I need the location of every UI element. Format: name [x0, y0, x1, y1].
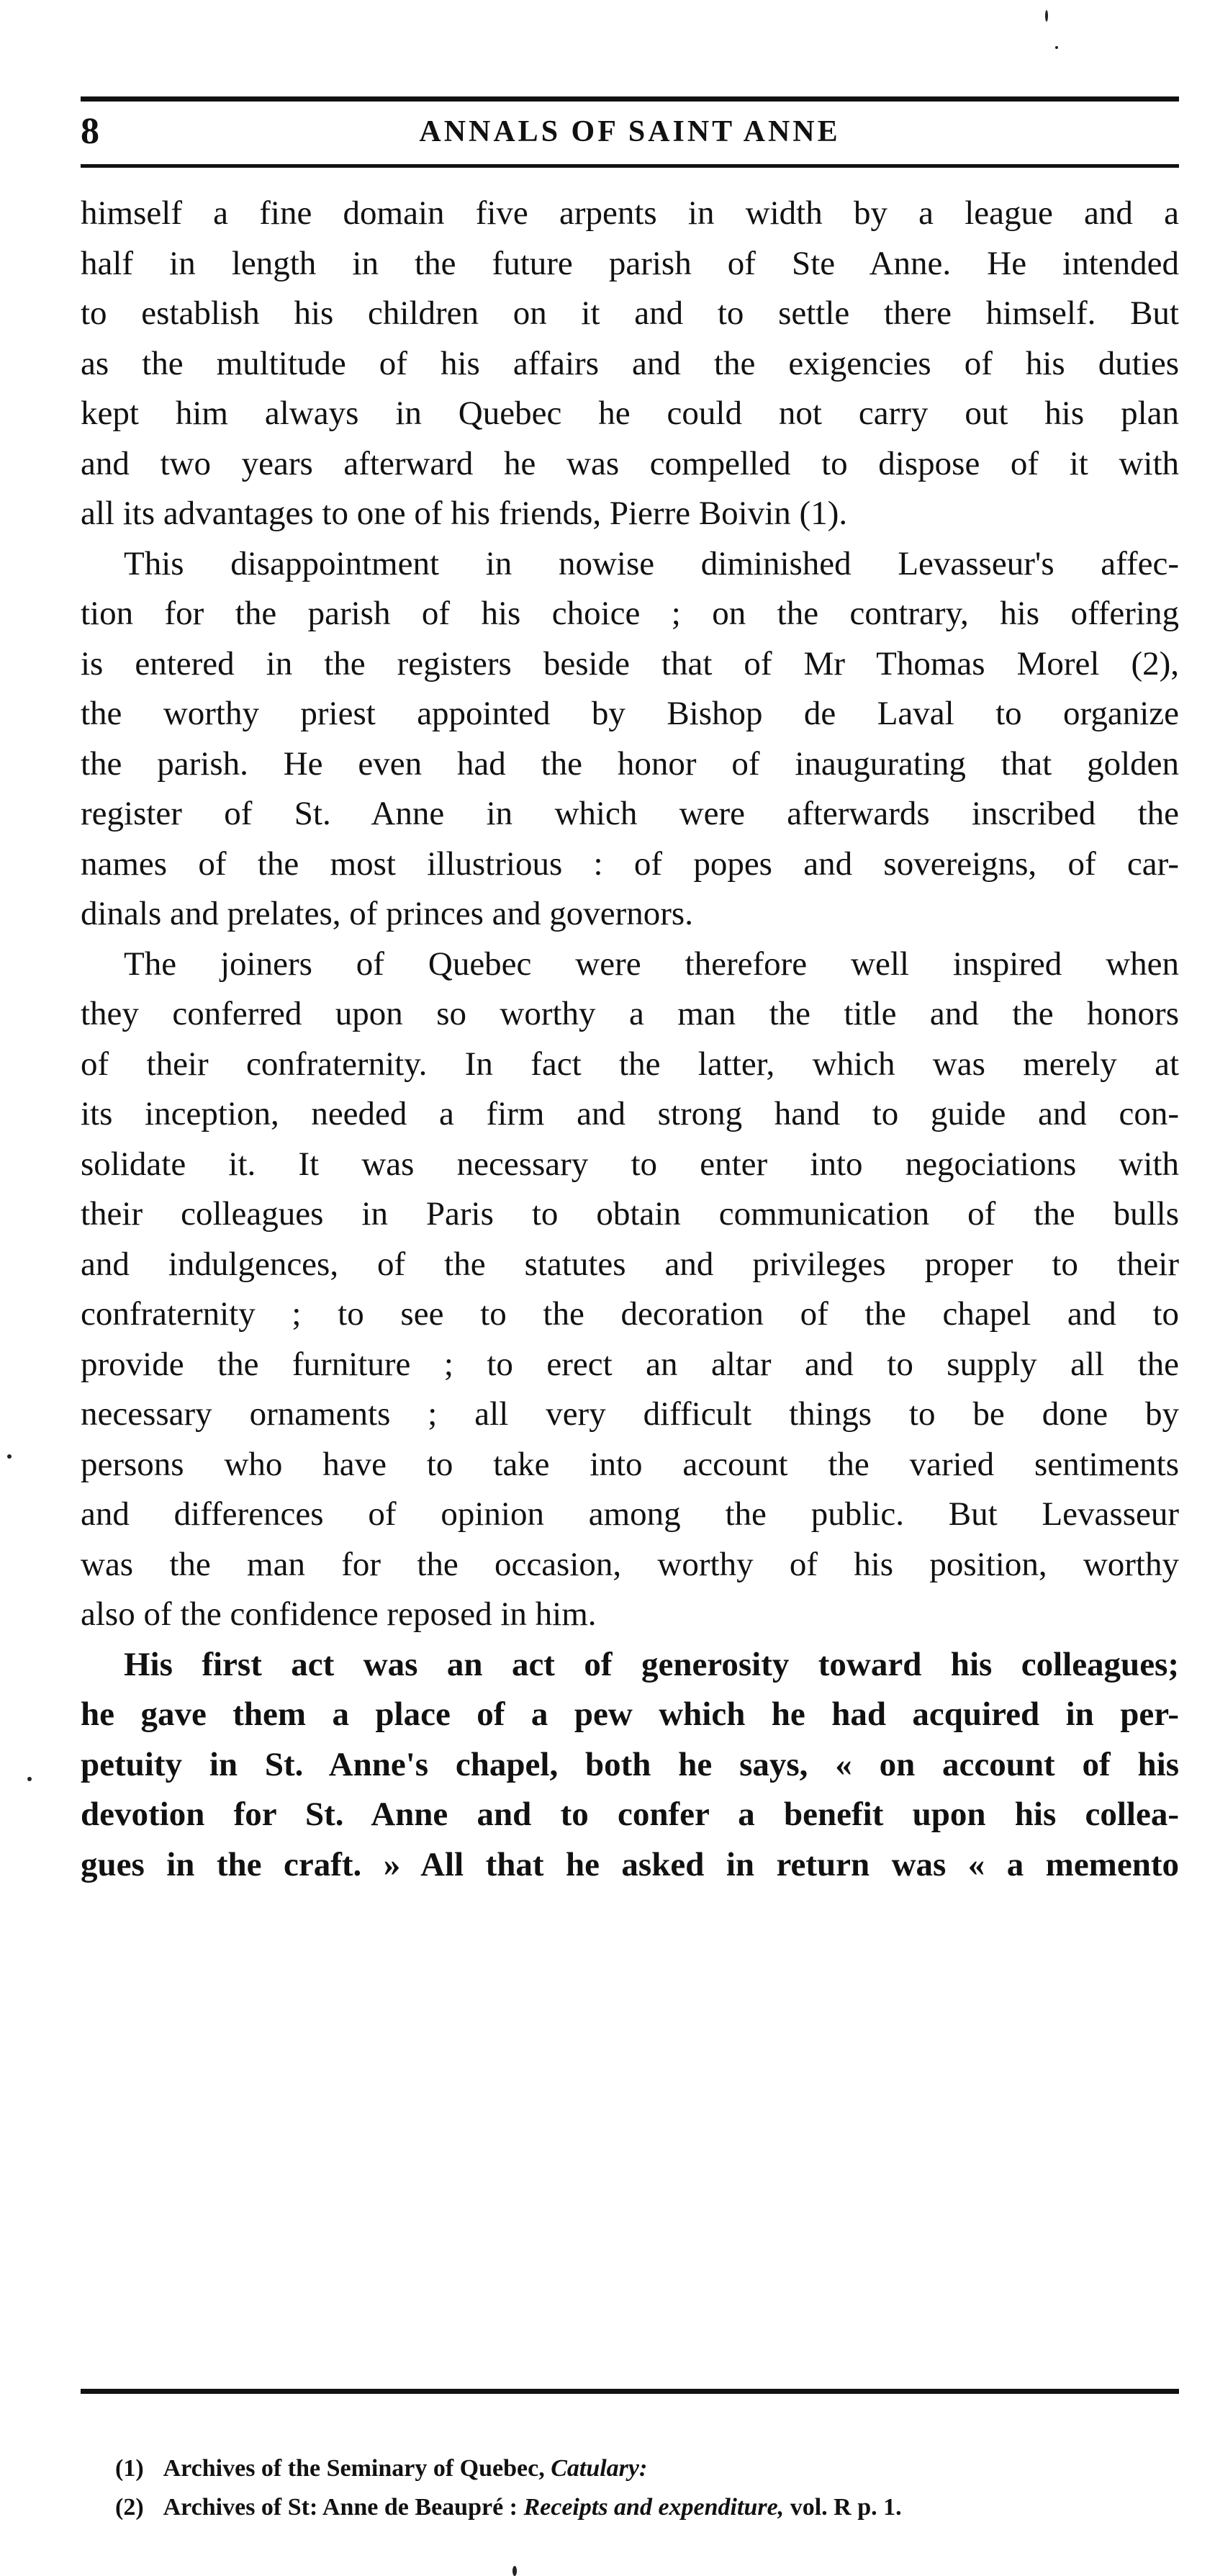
page-number: 8: [81, 111, 99, 152]
text-line: petuity in St. Anne's chapel, both he says, « on account of his: [81, 1745, 1179, 1783]
text-line: and differences of opinion among the public. But Levasseur: [81, 1495, 1179, 1533]
paragraph-start-line: This disappointment in nowise diminished Levasseur's affec-: [124, 544, 1179, 582]
header-rule-bottom: [81, 164, 1179, 168]
paragraph-start-line: His first act was an act of generosity toward his colleagues;: [124, 1645, 1179, 1683]
footnote-rule: [81, 2389, 1179, 2394]
text-line: all its advantages to one of his friends, Pierre Boivin (1).: [81, 495, 848, 532]
text-line: register of St. Anne in which were afterwards inscribed the: [81, 795, 1179, 832]
text-line: gues in the craft. » All that he asked in return was « a memento: [81, 1845, 1179, 1883]
text-line: also of the confidence reposed in him.: [81, 1595, 597, 1633]
scan-speck: [512, 2566, 517, 2576]
text-line: their colleagues in Paris to obtain communication of the bulls: [81, 1195, 1179, 1233]
header-rule-top: [81, 96, 1179, 102]
text-line: persons who have to take into account the varied sentiments: [81, 1445, 1179, 1483]
footnote-text: Archives of St: Anne de Beaupré :: [163, 2494, 518, 2521]
text-line: was the man for the occasion, worthy of his position, worthy: [81, 1545, 1179, 1583]
scan-speck: [7, 1454, 12, 1459]
footnote-citation: Catulary:: [551, 2455, 648, 2482]
footnote: [115, 2488, 1173, 2527]
footnote-citation: Receipts and expenditure,: [523, 2494, 785, 2521]
text-line: of their confraternity. In fact the latter, which was merely at: [81, 1045, 1179, 1083]
footnote-mark: (1): [115, 2455, 144, 2482]
text-line: himself a fine domain five arpents in width by a league and a: [81, 194, 1179, 232]
running-head: ANNALS OF SAINT ANNE: [419, 115, 841, 148]
text-line: and indulgences, of the statutes and privileges proper to their: [81, 1245, 1179, 1283]
scan-speck: [1055, 46, 1058, 49]
text-line: its inception, needed a firm and strong hand to guide and con-: [81, 1095, 1179, 1132]
footnote: [115, 2449, 1173, 2488]
text-line: the parish. He even had the honor of inaugurating that golden: [81, 744, 1179, 783]
text-line: names of the most illustrious : of popes and sovereigns, of car-: [81, 845, 1179, 883]
text-line: is entered in the registers beside that of Mr Thomas Morel (2),: [81, 644, 1179, 683]
body-text: [81, 189, 1179, 1890]
text-line: dinals and prelates, of princes and governors.: [81, 895, 693, 932]
text-line: and two years afterward he was compelled to dispose of it with: [81, 444, 1179, 482]
text-line: confraternity ; to see to the decoration of the chapel and to: [81, 1295, 1179, 1333]
text-line: to establish his children on it and to settle there himself. But: [81, 294, 1179, 332]
text-line: half in length in the future parish of Ste Anne. He intended: [81, 244, 1179, 282]
text-line: solidate it. It was necessary to enter into negociations with: [81, 1145, 1179, 1183]
footnote-text: Archives of the Seminary of Quebec,: [163, 2455, 545, 2482]
text-line: devotion for St. Anne and to confer a benefit upon his collea-: [81, 1796, 1179, 1833]
scan-speck: [1045, 10, 1048, 22]
footnotes: [115, 2449, 1173, 2527]
footnote-mark: (2): [115, 2494, 144, 2521]
text-line: as the multitude of his affairs and the exigencies of his duties: [81, 344, 1179, 382]
page-header: [81, 108, 1179, 156]
footnote-volume: vol. R p. 1.: [790, 2494, 902, 2521]
text-line: they conferred upon so worthy a man the title and the honors: [81, 995, 1179, 1032]
paragraph-start-line: The joiners of Quebec were therefore well inspired when: [124, 945, 1179, 983]
text-line: tion for the parish of his choice ; on the contrary, his offering: [81, 595, 1179, 632]
text-line: the worthy priest appointed by Bishop de Laval to organize: [81, 695, 1179, 732]
text-line: necessary ornaments ; all very difficult things to be done by: [81, 1395, 1179, 1433]
text-line: provide the furniture ; to erect an altar and to supply all the: [81, 1345, 1179, 1383]
text-line: kept him always in Quebec he could not carry out his plan: [81, 395, 1179, 432]
text-line: he gave them a place of a pew which he had acquired in per-: [81, 1695, 1179, 1733]
scan-speck: [27, 1777, 32, 1781]
